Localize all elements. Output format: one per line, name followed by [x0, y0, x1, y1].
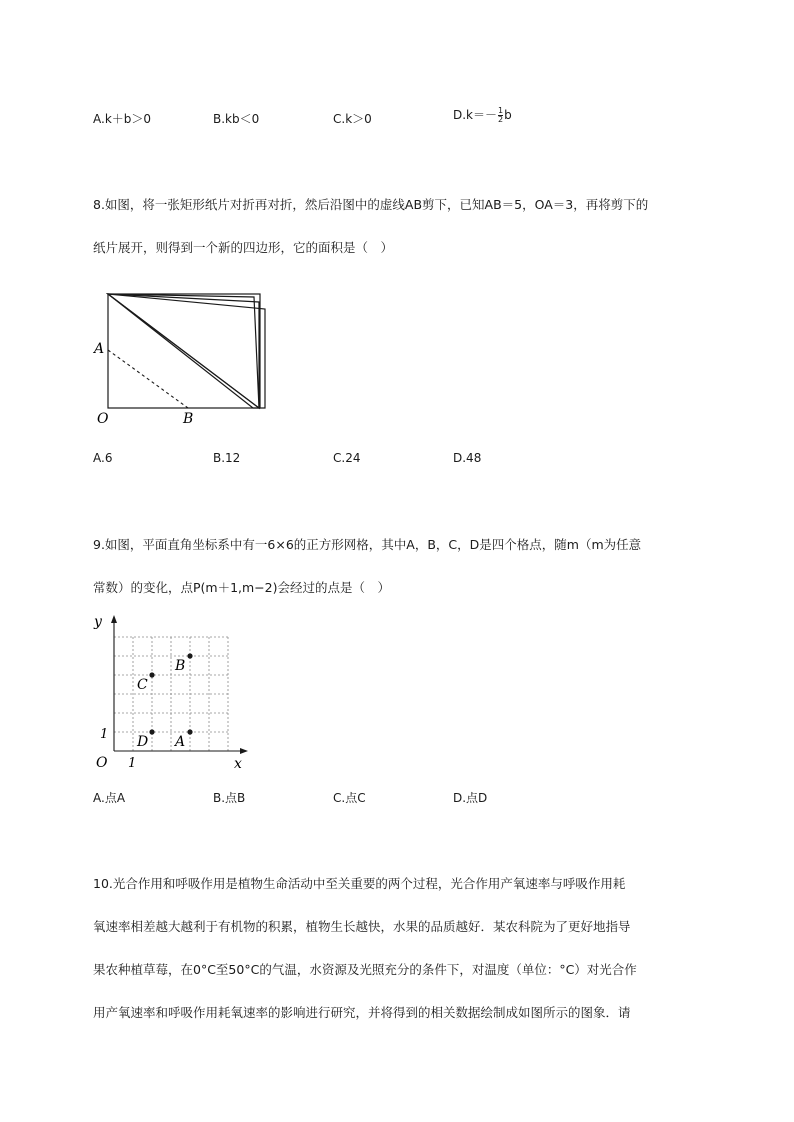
folded-paper-outline — [108, 294, 265, 408]
q8-option-d: D.48 — [453, 451, 482, 465]
q8-option-a: A.6 — [93, 451, 113, 465]
grid-point-a — [187, 729, 192, 734]
label-point-a: A — [94, 341, 105, 357]
q7-option-d-suffix: b — [504, 108, 512, 122]
grid-point-label-c: C — [137, 677, 148, 693]
q8-folded-paper-figure — [90, 285, 280, 430]
q8-option-c: C.24 — [333, 451, 361, 465]
q9-question-line-2: 常数）的变化，点P(m＋1,m−2)会经过的点是（ ） — [93, 580, 390, 595]
q7-option-c: C.k＞0 — [333, 112, 372, 126]
q10-question-line-4: 用产氧速率和呼吸作用耗氧速率的影响进行研究，并将得到的相关数据绘制成如图所示的图象．请 — [93, 1005, 631, 1020]
grid-lines — [114, 637, 228, 751]
origin-label: O — [96, 755, 108, 771]
q7-option-d-prefix: D.k＝－ — [453, 108, 498, 122]
label-point-b: B — [183, 411, 194, 427]
grid-point-label-d: D — [137, 734, 149, 750]
q7-option-d-fraction — [498, 107, 503, 124]
q9-option-b: B.点B — [213, 791, 246, 805]
y-axis-label: y — [94, 614, 102, 630]
grid-point-d — [149, 729, 154, 734]
q7-option-d — [453, 106, 512, 124]
x-axis-arrow-icon — [240, 748, 248, 754]
grid-points — [136, 653, 193, 750]
axes — [114, 618, 245, 751]
q9-option-d: D.点D — [453, 791, 488, 805]
q9-option-c: C.点C — [333, 791, 366, 805]
q8-question-line-1: 8.如图，将一张矩形纸片对折再对折，然后沿图中的虚线AB剪下，已知AB＝5，OA＝3，再将剪下的 — [93, 197, 649, 212]
q8-question-line-2: 纸片展开，则得到一个新的四边形，它的面积是（ ） — [93, 240, 394, 255]
q7-option-a: A.k＋b＞0 — [93, 112, 152, 126]
grid-point-label-a: A — [175, 734, 186, 750]
q9-question-line-1: 9.如图，平面直角坐标系中有一6×6的正方形网格，其中A，B，C，D是四个格点，随m（m为任意 — [93, 537, 642, 552]
grid-point-label-b: B — [175, 658, 186, 674]
fraction-denominator: 2 — [498, 115, 504, 124]
grid-point-b — [187, 653, 192, 658]
q9-coordinate-grid-figure — [90, 608, 260, 773]
paper-layer-2 — [108, 294, 259, 408]
grid-point-c — [149, 672, 154, 677]
q8-option-b: B.12 — [213, 451, 241, 465]
q7-option-b: B.kb＜0 — [213, 112, 260, 126]
y-tick-label: 1 — [100, 727, 109, 742]
label-point-o: O — [97, 411, 109, 427]
q10-question-line-3: 果农种植草莓，在0°C至50°C的气温，水资源及光照充分的条件下，对温度（单位：°C）对光合作 — [93, 962, 637, 977]
y-axis-arrow-icon — [111, 615, 117, 623]
q10-question-line-2: 氧速率相差越大越利于有机物的积累，植物生长越快，水果的品质越好．某农科院为了更好地指导 — [93, 919, 631, 934]
x-tick-label: 1 — [128, 756, 137, 771]
q10-question-line-1: 10.光合作用和呼吸作用是植物生命活动中至关重要的两个过程，光合作用产氧速率与呼吸作用耗 — [93, 876, 626, 891]
x-axis-label: x — [234, 756, 242, 772]
q9-option-a: A.点A — [93, 791, 126, 805]
cut-line-ab — [108, 350, 188, 408]
fraction-numerator: 1 — [498, 106, 504, 115]
